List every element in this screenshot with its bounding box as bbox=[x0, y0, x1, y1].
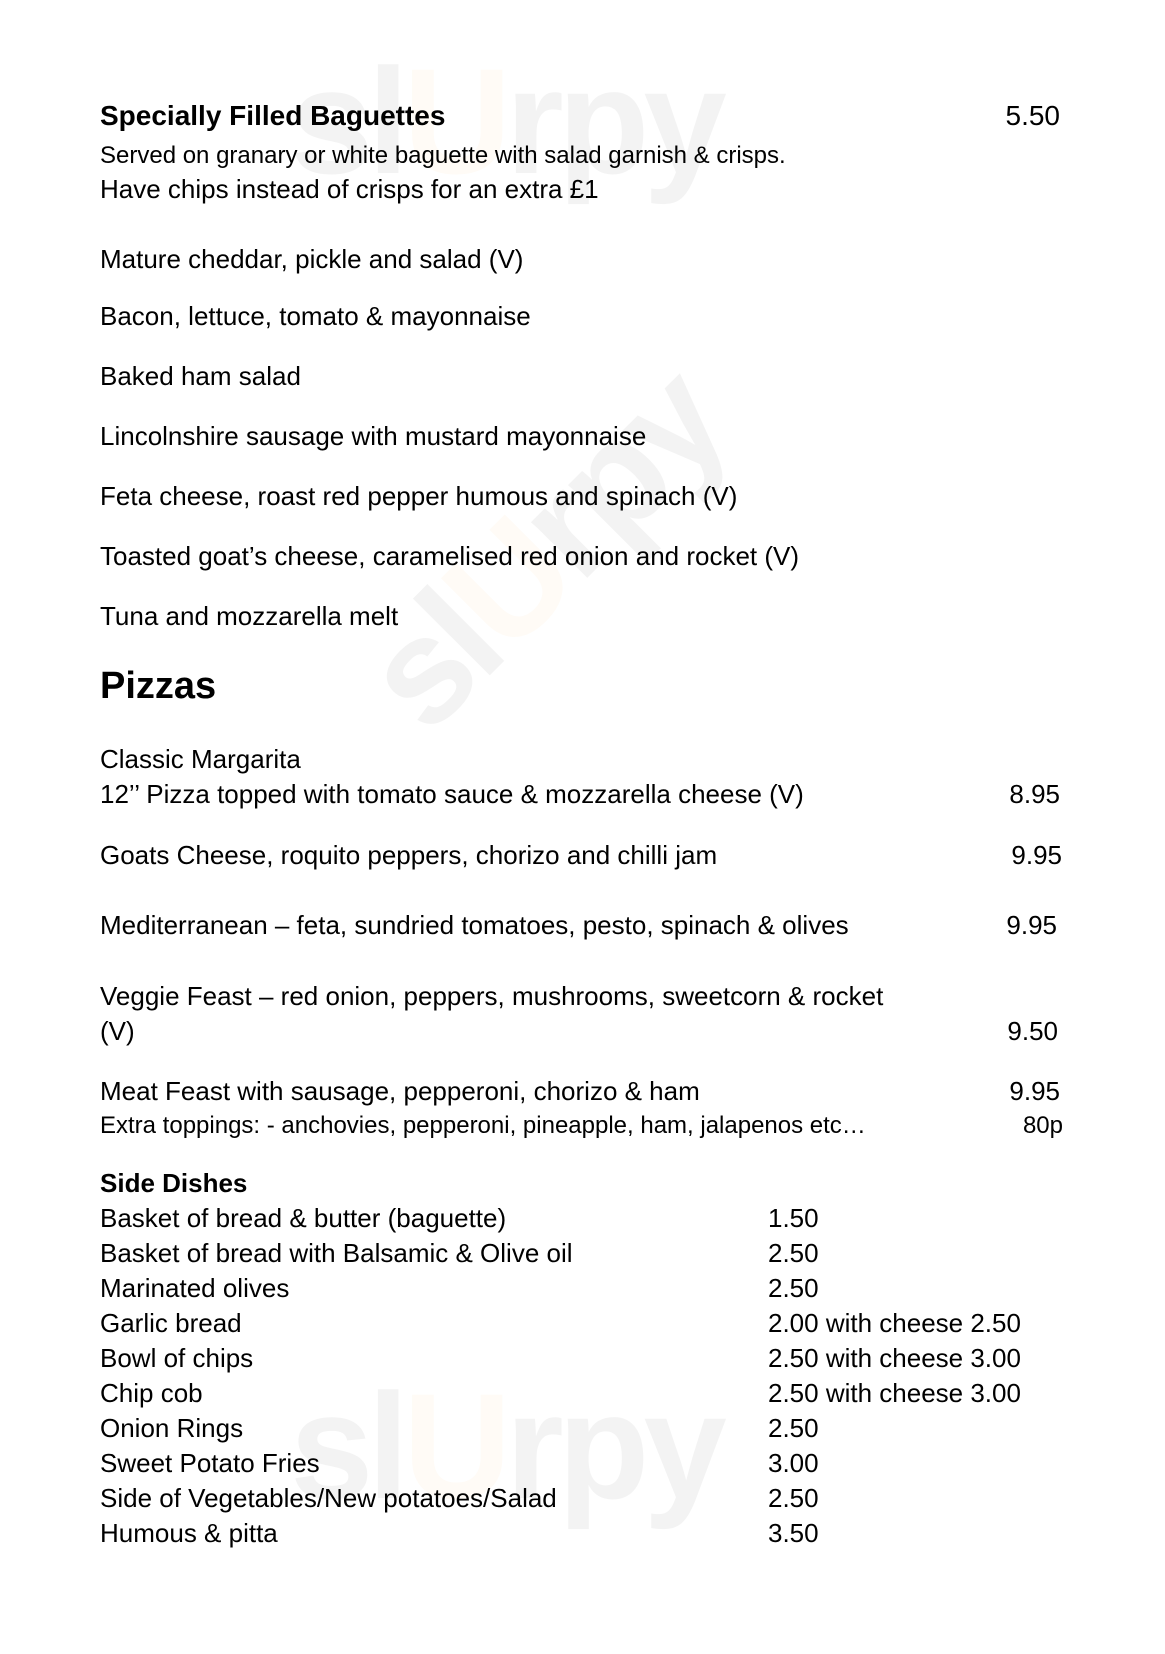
pizza-item: Goats Cheese, roquito peppers, chorizo and chilli jam bbox=[100, 840, 718, 870]
pizza-price: 9.95 bbox=[1009, 1076, 1060, 1106]
side-dish-name: Garlic bread bbox=[100, 1308, 242, 1338]
baguette-item: Tuna and mozzarella melt bbox=[100, 601, 399, 631]
side-dish-name: Basket of bread with Balsamic & Olive oil bbox=[100, 1238, 573, 1268]
pizza-price: 8.95 bbox=[1009, 779, 1060, 809]
pizza-description: 12’’ Pizza topped with tomato sauce & mozzarella cheese (V) bbox=[100, 779, 804, 809]
baguette-item: Feta cheese, roast red pepper humous and spinach (V) bbox=[100, 481, 738, 511]
side-dish-price: 2.50 with cheese 3.00 bbox=[768, 1343, 1021, 1373]
pizza-price: 9.95 bbox=[1006, 910, 1057, 940]
side-dish-price: 2.00 with cheese 2.50 bbox=[768, 1308, 1021, 1338]
baguette-item: Bacon, lettuce, tomato & mayonnaise bbox=[100, 301, 531, 331]
side-dish-name: Onion Rings bbox=[100, 1413, 244, 1443]
side-dish-name: Basket of bread & butter (baguette) bbox=[100, 1203, 507, 1233]
side-dish-name: Chip cob bbox=[100, 1378, 203, 1408]
pizza-item: Veggie Feast – red onion, peppers, mushrooms, sweetcorn & rocket bbox=[100, 981, 884, 1011]
extra-toppings-price: 80p bbox=[1022, 1112, 1063, 1139]
baguette-item: Baked ham salad bbox=[100, 361, 301, 391]
pizza-price: 9.95 bbox=[1011, 840, 1062, 870]
pizza-item-continued: (V) bbox=[100, 1016, 135, 1046]
side-dish-name: Marinated olives bbox=[100, 1273, 290, 1303]
side-dish-price: 2.50 bbox=[768, 1273, 819, 1303]
pizza-item: Meat Feast with sausage, pepperoni, chorizo & ham bbox=[100, 1076, 700, 1106]
side-dish-name: Bowl of chips bbox=[100, 1343, 254, 1373]
side-dish-price: 3.00 bbox=[768, 1448, 819, 1478]
baguette-item: Lincolnshire sausage with mustard mayonnaise bbox=[100, 421, 647, 451]
side-dish-price: 3.50 bbox=[768, 1518, 819, 1548]
baguette-item: Toasted goat’s cheese, caramelised red onion and rocket (V) bbox=[100, 541, 800, 571]
baguette-item: Mature cheddar, pickle and salad (V) bbox=[100, 244, 524, 274]
side-dish-name: Side of Vegetables/New potatoes/Salad bbox=[100, 1483, 557, 1513]
side-dish-price: 2.50 bbox=[768, 1238, 819, 1268]
pizza-price: 9.50 bbox=[1007, 1016, 1058, 1046]
baguettes-note: Served on granary or white baguette with salad garnish & crisps. bbox=[100, 142, 786, 169]
side-dish-price: 2.50 bbox=[768, 1413, 819, 1443]
side-dish-name: Sweet Potato Fries bbox=[100, 1448, 320, 1478]
pizzas-title: Pizzas bbox=[100, 665, 217, 707]
baguettes-title: Specially Filled Baguettes bbox=[100, 100, 446, 131]
baguettes-note: Have chips instead of crisps for an extra £1 bbox=[100, 174, 599, 204]
pizza-name: Classic Margarita bbox=[100, 744, 301, 774]
baguettes-price: 5.50 bbox=[1005, 100, 1060, 131]
side-dish-price: 2.50 with cheese 3.00 bbox=[768, 1378, 1021, 1408]
side-dishes-title: Side Dishes bbox=[100, 1168, 248, 1198]
side-dish-price: 1.50 bbox=[768, 1203, 819, 1233]
pizza-item: Mediterranean – feta, sundried tomatoes, pesto, spinach & olives bbox=[100, 910, 849, 940]
side-dish-name: Humous & pitta bbox=[100, 1518, 278, 1548]
extra-toppings: Extra toppings: - anchovies, pepperoni, pineapple, ham, jalapenos etc… bbox=[100, 1112, 866, 1139]
side-dish-price: 2.50 bbox=[768, 1483, 819, 1513]
